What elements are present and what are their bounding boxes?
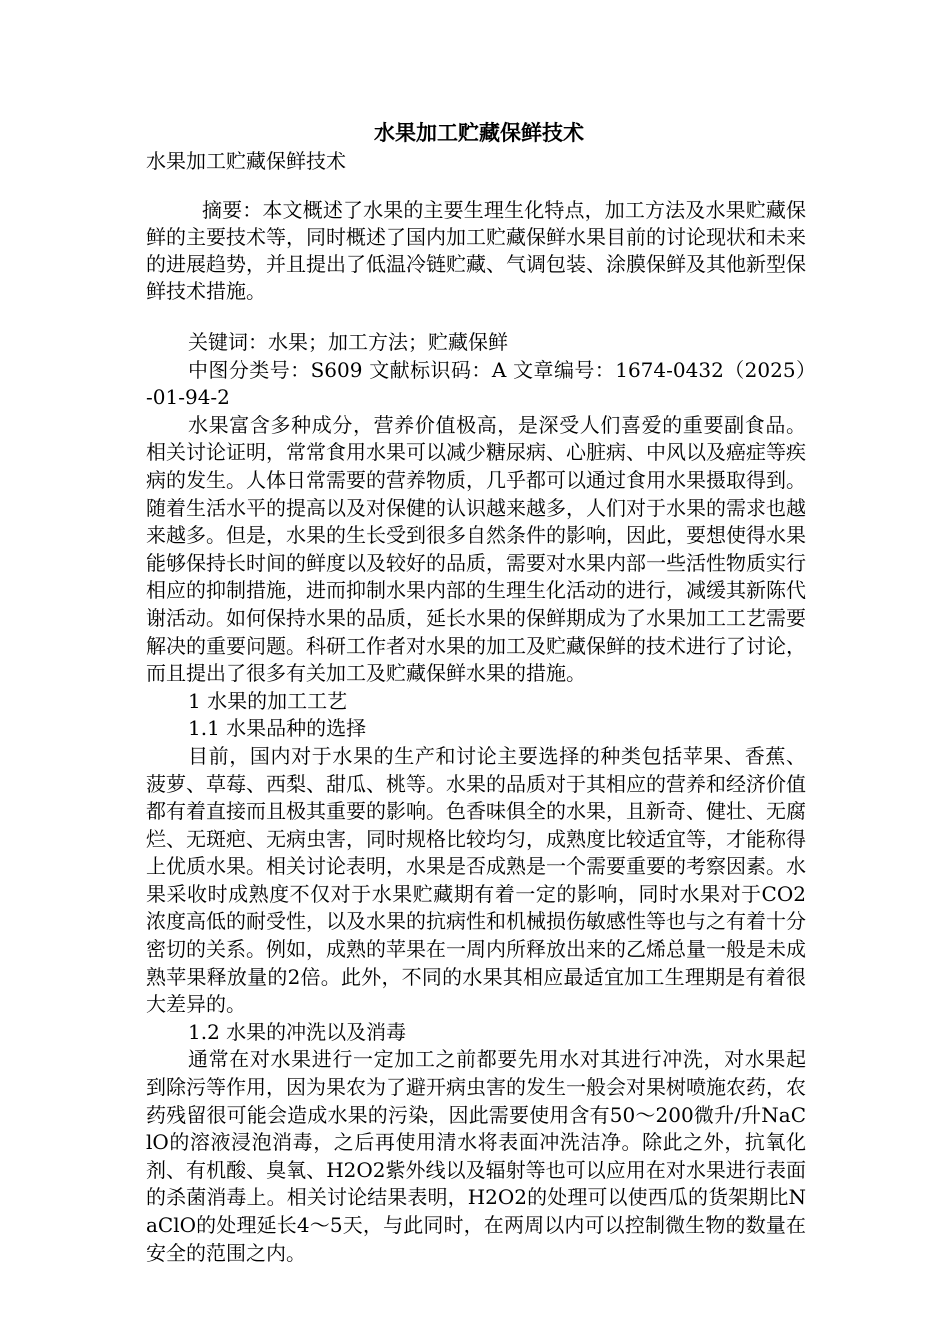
section-1-1-heading: 1.1 水果品种的选择	[188, 716, 367, 741]
document-page	[146, 118, 806, 1267]
section-1-2-heading: 1.2 水果的冲洗以及消毒	[188, 1019, 407, 1044]
document-subtitle: 水果加工贮藏保鲜技术	[146, 149, 346, 173]
section-1-heading: 1 水果的加工工艺	[188, 688, 348, 713]
section-1-2-paragraph: 通常在对水果进行一定加工之前都要先用水对其进行冲洗，对水果起到除污等作用，因为果农为了避开病虫害的发生一般会对果树喷施农药，农药残留很可能会造成水果的污染，因此需要使用含有50～200微升/升NaClO的溶液浸泡消毒，之后再使用清水将表面冲洗洁净。除此之外，抗氧化剂、有机酸、臭氧、H2O2紫外线以及辐射等也可以应用在对水果进行表面的杀菌消毒上。相关讨论结果表明，H2O2的处理可以使西瓜的货架期比NaClO的处理延长4～5天，与此同时，在两周以内可以控制微生物的数量在安全的范围之内。	[146, 1047, 806, 1265]
keywords-line: 关键词：水果；加工方法；贮藏保鲜	[188, 330, 508, 354]
intro-paragraph: 水果富含多种成分，营养价值极高，是深受人们喜爱的重要副食品。相关讨论证明，常常食用水果可以减少糖尿病、心脏病、中风以及癌症等疾病的发生。人体日常需要的营养物质，几乎都可以通过食用水果摄取得到。随着生活水平的提高以及对保健的认识越来越多，人们对于水果的需求也越来越多。但是，水果的生长受到很多自然条件的影响，因此，要想使得水果能够保持长时间的鲜度以及较好的品质，需要对水果内部一些活性物质实行相应的抑制措施，进而抑制水果内部的生理生化活动的进行，减缓其新陈代谢活动。如何保持水果的品质，延长水果的保鲜期成为了水果加工工艺需要解决的重要问题。科研工作者对水果的加工及贮藏保鲜的技术进行了讨论，而且提出了很多有关加工及贮藏保鲜水果的措施。	[146, 412, 806, 686]
abstract-paragraph: 摘要：本文概述了水果的主要生理生化特点，加工方法及水果贮藏保鲜的主要技术等，同时概述了国内加工贮藏保鲜水果目前的讨论现状和未来的进展趋势，并且提出了低温冷链贮藏、气调包装、涂膜保鲜及其他新型保鲜技术措施。	[146, 198, 806, 303]
document-title: 水果加工贮藏保鲜技术	[374, 120, 584, 145]
classification-line: 中图分类号：S609 文献标识码：A 文章编号：1674-0432（2025）-01-94-2	[146, 357, 806, 410]
section-1-1-paragraph: 目前，国内对于水果的生产和讨论主要选择的种类包括苹果、香蕉、菠萝、草莓、西梨、甜瓜、桃等。水果的品质对于其相应的营养和经济价值都有着直接而且极其重要的影响。色香味俱全的水果，且新奇、健壮、无腐烂、无斑疤、无病虫害，同时规格比较均匀，成熟度比较适宜等，才能称得上优质水果。相关讨论表明，水果是否成熟是一个需要重要的考察因素。水果采收时成熟度不仅对于水果贮藏期有着一定的影响，同时水果对于CO2浓度高低的耐受性，以及水果的抗病性和机械损伤敏感性等也与之有着十分密切的关系。例如，成熟的苹果在一周内所释放出来的乙烯总量一般是未成熟苹果释放量的2倍。此外，不同的水果其相应最适宜加工生理期是有着很大差异的。	[146, 743, 806, 1017]
